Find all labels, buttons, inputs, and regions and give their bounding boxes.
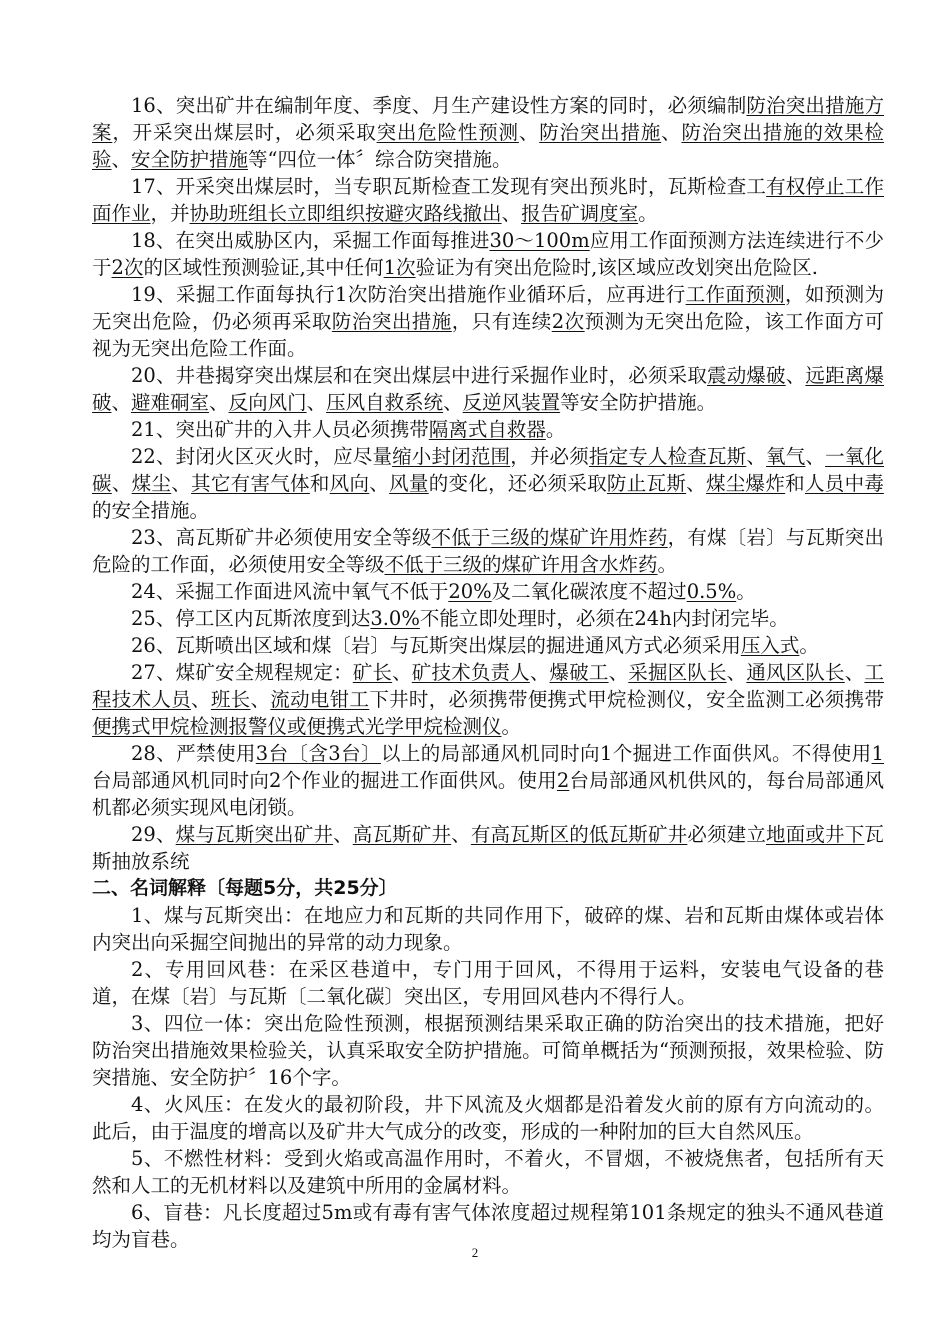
item-text: 、 — [306, 391, 327, 414]
item-text: 和 — [785, 472, 805, 495]
answer-item — [92, 821, 884, 875]
item-text: 27、煤矿安全规程规定： — [131, 661, 353, 684]
answer-blank: 流动电钳工 — [270, 688, 370, 711]
item-text: 。 — [736, 580, 756, 603]
answer-item — [92, 740, 884, 821]
item-text: 21、突出矿井的入井人员必须携带 — [131, 418, 429, 441]
item-text: 瓦斯抽放系统 — [92, 823, 884, 873]
item-text: 、 — [451, 823, 471, 846]
item-text: 17、开采突出煤层时，当专职瓦斯检查工发现有突出预兆时，瓦斯检查工 — [131, 175, 767, 198]
item-text: 22、封闭火区灭火时，应尽量 — [131, 445, 393, 468]
item-text: 不能立即处理时，必须在24h内封闭完毕。 — [419, 607, 789, 630]
answer-blank: 2 — [556, 769, 570, 792]
item-text: ，并必须 — [510, 445, 589, 468]
answer-blank: 压风自救系统 — [326, 391, 444, 414]
item-text: 、 — [191, 688, 211, 711]
definition-item: 1、煤与瓦斯突出：在地应力和瓦斯的共同作用下，破碎的煤、岩和瓦斯由煤体或岩体内突出向采掘空间抛出的异常的动力现象。 — [92, 904, 884, 954]
item-text: 、 — [209, 391, 229, 414]
answer-blank: 其它有害气体 — [191, 472, 310, 495]
definitions-list — [92, 902, 884, 1253]
item-text: 应用工作面预测方法连续进行不少于 — [92, 229, 884, 279]
answer-blank: 工作面预测 — [685, 283, 785, 306]
item-text: 的变化，还必须采取 — [428, 472, 607, 495]
definition-item: 6、盲巷：凡长度超过5m或有毒有害气体浓度超过规程第101条规定的独头不通风巷道均为盲巷。 — [92, 1201, 884, 1251]
answer-blank: 2次 — [111, 256, 144, 279]
item-text: 下井时，必须携带便携式甲烷检测仪，安全监测工必须携带 — [369, 688, 884, 711]
answer-blank: 3.0% — [370, 607, 420, 630]
item-text: ，只有连续 — [451, 310, 552, 333]
answer-item — [92, 659, 884, 740]
item-text: 28、严禁使用 — [131, 742, 256, 765]
answer-blank: 1 — [871, 742, 884, 765]
item-text: 。 — [545, 418, 566, 441]
item-text: ，有煤〔岩〕与瓦斯突出危险的工作面，必须使用安全等级 — [92, 526, 884, 576]
item-text: 、 — [111, 391, 132, 414]
item-text: 、 — [726, 661, 747, 684]
answer-blank: 1次 — [383, 256, 416, 279]
answer-blank: 氧气 — [766, 445, 806, 468]
item-text: 24、采掘工作面进风流中氧气不低于 — [131, 580, 449, 603]
answer-blank: 防治突出措施 — [539, 121, 662, 144]
answer-blank: 20% — [448, 580, 492, 603]
answer-blank: 远距离爆破 — [92, 364, 884, 414]
item-text: 的安全措施。 — [92, 499, 210, 522]
definition-item: 4、火风压：在发火的最初阶段，井下风流及火烟都是沿着发火前的原有方向流动的。此后，由于温度的增高以及矿井大气成分的改变，形成的一种附加的巨大自然风压。 — [92, 1093, 884, 1143]
item-text: ，开采突出煤层时，必须采取 — [112, 121, 377, 144]
answer-item — [92, 578, 884, 605]
page-number: 2 — [471, 1245, 479, 1260]
answer-blank: 人员中毒 — [804, 472, 884, 495]
answer-blank: 煤尘 — [131, 472, 172, 495]
item-text: 、 — [369, 472, 390, 495]
answer-blank: 防止瓦斯 — [606, 472, 687, 495]
answer-blank: 报告矿调度室 — [521, 202, 639, 225]
answer-blank: 3台〔含3台〕 — [255, 742, 381, 765]
answer-item — [92, 416, 884, 443]
item-text: 必须建立 — [687, 823, 767, 846]
item-text: 。 — [638, 202, 658, 225]
answer-blank: 有高瓦斯区的低瓦斯矿井 — [470, 823, 688, 846]
answer-blank: 不低于三级的煤矿许用含水炸药 — [384, 553, 658, 576]
answer-blank: 震动爆破 — [707, 364, 786, 387]
answer-blank: 地面或井下 — [766, 823, 865, 846]
answer-blank: 一氧化碳 — [92, 445, 884, 495]
answer-blank: 防治突出措施的效果检验 — [92, 121, 884, 171]
item-text: 、 — [529, 661, 550, 684]
answer-blank: 反向风门 — [228, 391, 307, 414]
item-text: 、 — [171, 472, 192, 495]
answer-item — [92, 524, 884, 578]
answer-blank: 矿长 — [352, 661, 393, 684]
item-text: 、 — [746, 445, 767, 468]
answer-blank: 指定专人检查瓦斯 — [588, 445, 747, 468]
item-text: 、 — [501, 202, 522, 225]
answer-blank: 避难硐室 — [131, 391, 210, 414]
answer-blank: 煤尘爆炸 — [705, 472, 786, 495]
answer-blank: 矿技术负责人 — [411, 661, 530, 684]
answer-blank: 通风区队长 — [746, 661, 845, 684]
item-text: 18、在突出威胁区内，采掘工作面每推进 — [131, 229, 490, 252]
answer-blank: 风量 — [389, 472, 429, 495]
item-text: 、 — [111, 472, 132, 495]
item-text: 、 — [333, 823, 353, 846]
definition-item: 5、不燃性材料：受到火焰或高温作用时，不着火，不冒烟，不被烧焦者，包括所有天然和人工的无机材料以及建筑中所用的金属材料。 — [92, 1147, 884, 1197]
answer-blank: 工程技术人员 — [92, 661, 884, 711]
definition-item: 3、四位一体：突出危险性预测，根据预测结果采取正确的防治突出的技术措施，把好防治突出措施效果检验关，认真采取安全防护措施。可简单概括为“预测预报，效果检验、防突措施、安全防护〞16个字。 — [92, 1012, 884, 1089]
item-text: 、 — [392, 661, 412, 684]
item-text: 26、瓦斯喷出区域和煤〔岩〕与瓦斯突出煤层的掘进通风方式必须采用 — [131, 634, 741, 657]
item-text: 。 — [501, 715, 522, 738]
item-text: 。 — [799, 634, 819, 657]
answer-blank: 0.5% — [686, 580, 737, 603]
item-text: ，如预测为无突出危险，仍必须再采取 — [92, 283, 884, 333]
item-text: 20、井巷揭穿突出煤层和在突出煤层中进行采掘作业时，必须采取 — [131, 364, 708, 387]
item-text: ，并 — [150, 202, 190, 225]
item-text: 预测为无突出危险，该工作面方可视为无突出危险工作面。 — [92, 310, 884, 360]
item-text: 16、突出矿井在编制年度、季度、月生产建设性方案的同时，必须编制 — [131, 94, 747, 117]
item-text: 、 — [518, 121, 540, 144]
answer-item — [92, 173, 884, 227]
answer-blank: 隔离式自救器 — [428, 418, 546, 441]
answer-blank: 不低于三级的煤矿许用炸药 — [431, 526, 668, 549]
item-text: 、 — [785, 364, 806, 387]
item-text: 、 — [805, 445, 826, 468]
item-text: 19、采掘工作面每执行1次防治突出措施作业循环后，应再进行 — [131, 283, 686, 306]
item-text: 、 — [686, 472, 706, 495]
section-heading: 二、名词解释〔每题5分，共25分〕 — [92, 877, 398, 899]
answer-blank: 有权停止工作面作业 — [92, 175, 884, 225]
item-text: 、 — [111, 148, 132, 171]
answer-blank: 高瓦斯矿井 — [352, 823, 452, 846]
item-text: 台局部通风机供风的，每台局部通风机都必须实现风电闭锁。 — [92, 769, 884, 819]
fill-in-answers — [92, 92, 884, 875]
answer-blank: 风向 — [329, 472, 370, 495]
item-text: 。 — [657, 553, 678, 576]
item-text: 以上的局部通风机同时向1个掘进工作面供风。不得使用 — [380, 742, 872, 765]
page-content — [92, 92, 884, 1253]
item-text: 、 — [661, 121, 682, 144]
answer-blank: 爆破工 — [549, 661, 609, 684]
answer-blank: 反逆风装置 — [462, 391, 561, 414]
answer-item — [92, 443, 884, 524]
answer-blank: 防治突出措施方案 — [92, 94, 884, 144]
answer-blank: 煤与瓦斯突出矿井 — [175, 823, 334, 846]
item-text: 25、停工区内瓦斯浓度到达 — [131, 607, 371, 630]
answer-blank: 2次 — [551, 310, 585, 333]
item-text: 台局部通风机同时向2个作业的掘进工作面供风。使用 — [92, 769, 557, 792]
item-text: 23、高瓦斯矿井必须使用安全等级 — [131, 526, 432, 549]
answer-blank: 班长 — [210, 688, 251, 711]
item-text: 等安全防护措施。 — [560, 391, 717, 414]
answer-blank: 压入式 — [740, 634, 800, 657]
item-text: 及二氧化碳浓度不超过 — [491, 580, 687, 603]
answer-blank: 便携式甲烷检测报警仪或便携式光学甲烷检测仪 — [92, 715, 502, 738]
answer-item — [92, 605, 884, 632]
answer-item — [92, 632, 884, 659]
item-text: 、 — [844, 661, 865, 684]
item-text: 29、 — [131, 823, 176, 846]
answer-blank: 防治突出措施 — [331, 310, 452, 333]
item-text: 、 — [608, 661, 629, 684]
answer-item — [92, 362, 884, 416]
item-text: 验证为有突出危险时,该区域应改划突出危险区. — [415, 256, 818, 279]
answer-blank: 30～100m — [489, 229, 590, 252]
item-text: 、 — [443, 391, 463, 414]
answer-blank: 采掘区队长 — [628, 661, 727, 684]
answer-item — [92, 227, 884, 281]
item-text: 的区域性预测验证,其中任何 — [143, 256, 384, 279]
answer-item — [92, 281, 884, 362]
answer-blank: 安全防护措施 — [131, 148, 249, 171]
answer-item — [92, 92, 884, 173]
answer-blank: 协助班组长立即组织按避灾路线撤出 — [189, 202, 502, 225]
answer-blank: 缩小封闭范围 — [392, 445, 511, 468]
item-text: 、 — [250, 688, 271, 711]
item-text: 等“四位一体〞综合防突措施。 — [248, 148, 512, 171]
definition-item: 2、专用回风巷：在采区巷道中，专门用于回风，不得用于运料，安装电气设备的巷道，在煤〔岩〕与瓦斯〔二氧化碳〕突出区，专用回风巷内不得行人。 — [92, 958, 884, 1008]
item-text: 和 — [309, 472, 330, 495]
answer-blank: 突出危险性预测 — [376, 121, 519, 144]
